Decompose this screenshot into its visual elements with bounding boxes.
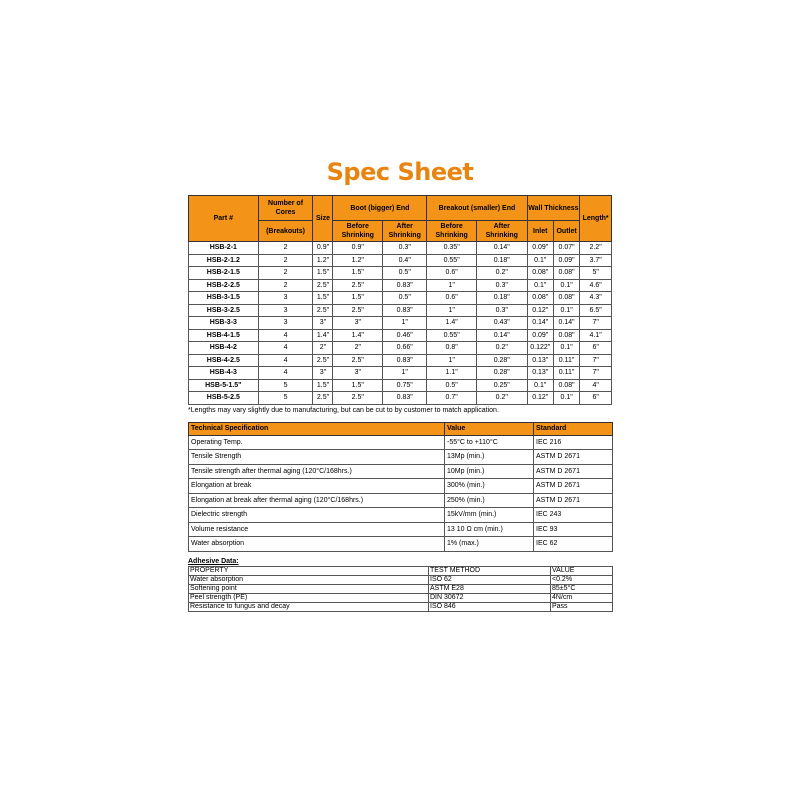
- table-cell: HSB-2-2.5: [189, 279, 259, 292]
- table-cell: 0.14": [476, 329, 527, 342]
- table-cell: IEC 216: [534, 435, 613, 450]
- table-cell: 1.5": [313, 292, 333, 305]
- table-cell: 4.3": [580, 292, 612, 305]
- table-cell: 2.5": [333, 392, 383, 405]
- table-cell: 1.2": [313, 254, 333, 267]
- table-row: [189, 317, 612, 330]
- table-cell: 5": [580, 267, 612, 280]
- table-cell: IEC 243: [534, 508, 613, 523]
- table-cell: 0.5": [427, 379, 477, 392]
- header-length: Length*: [580, 196, 612, 242]
- table-cell: 0.14": [553, 317, 579, 330]
- table-row: [189, 479, 613, 494]
- table-cell: 0.122": [527, 342, 553, 355]
- table-cell: 4.1": [580, 329, 612, 342]
- table-cell: 0.1": [527, 379, 553, 392]
- table-cell: 0.08": [553, 329, 579, 342]
- table-row: [189, 464, 613, 479]
- table-cell: 1.4": [427, 317, 477, 330]
- header-boot-before: Before Shrinking: [333, 221, 383, 242]
- table-cell: 0.18": [476, 254, 527, 267]
- table-cell: Elongation at break: [189, 479, 445, 494]
- table-cell: HSB-3-3: [189, 317, 259, 330]
- table-cell: 0.5": [383, 292, 427, 305]
- table-cell: 0.66": [383, 342, 427, 355]
- table-cell: 2: [258, 267, 313, 280]
- table-cell: 2: [258, 242, 313, 255]
- table-cell: 2.5": [313, 279, 333, 292]
- table-cell: 1": [427, 304, 477, 317]
- table-row: [189, 279, 612, 292]
- table-cell: 0.13": [527, 354, 553, 367]
- table-cell: 6": [580, 392, 612, 405]
- table-cell: Tensile strength after thermal aging (120°C/168hrs.): [189, 464, 445, 479]
- table-cell: 4N/cm: [551, 593, 613, 602]
- table-cell: 2.5": [333, 279, 383, 292]
- table-cell: ASTM D 2671: [534, 479, 613, 494]
- table-cell: 7": [580, 367, 612, 380]
- spec-table: [188, 195, 612, 405]
- table-cell: 0.09": [527, 329, 553, 342]
- table-cell: 4: [258, 342, 313, 355]
- table-cell: 0.07": [553, 242, 579, 255]
- table-cell: 1.5": [313, 267, 333, 280]
- table-row: [189, 435, 613, 450]
- table-cell: HSB-4-2: [189, 342, 259, 355]
- table-cell: Dielectric strength: [189, 508, 445, 523]
- adhesive-table: [188, 566, 613, 612]
- table-cell: 0.46": [383, 329, 427, 342]
- table-cell: 1.2": [333, 254, 383, 267]
- table-row: [189, 392, 612, 405]
- table-cell: 0.11": [553, 367, 579, 380]
- table-cell: 1": [427, 279, 477, 292]
- table-cell: 0.14": [476, 242, 527, 255]
- header-breakout-after: After Shrinking: [476, 221, 527, 242]
- table-cell: 4": [580, 379, 612, 392]
- table-cell: 0.08": [553, 292, 579, 305]
- table-cell: 0.1": [553, 304, 579, 317]
- table-cell: PROPERTY: [189, 566, 429, 575]
- header-boot-after: After Shrinking: [383, 221, 427, 242]
- table-cell: 0.83": [383, 304, 427, 317]
- table-cell: 0.1": [527, 254, 553, 267]
- table-cell: 0.12": [527, 392, 553, 405]
- table-cell: 0.3": [476, 304, 527, 317]
- table-cell: TEST METHOD: [429, 566, 551, 575]
- table-cell: 3": [333, 317, 383, 330]
- length-note: *Lengths may vary slightly due to manufacturing, but can be cut to by customer to match application.: [188, 406, 499, 414]
- table-cell: HSB-5-2.5: [189, 392, 259, 405]
- table-row: [189, 575, 613, 584]
- table-row: [189, 292, 612, 305]
- table-cell: 1": [383, 367, 427, 380]
- table-cell: 85±5°C: [551, 584, 613, 593]
- table-cell: ASTM D 2671: [534, 493, 613, 508]
- table-cell: Elongation at break after thermal aging (120°C/168hrs.): [189, 493, 445, 508]
- table-cell: 0.1": [553, 392, 579, 405]
- table-cell: 3: [258, 317, 313, 330]
- spec-sheet: [188, 150, 612, 612]
- table-cell: 0.2": [476, 267, 527, 280]
- table-cell: 0.08": [553, 379, 579, 392]
- table-cell: Pass: [551, 602, 613, 611]
- table-cell: ASTM E28: [429, 584, 551, 593]
- table-cell: 0.2": [476, 342, 527, 355]
- table-cell: 0.09": [527, 242, 553, 255]
- table-cell: HSB-3-2.5: [189, 304, 259, 317]
- table-cell: Operating Temp.: [189, 435, 445, 450]
- table-row: [189, 566, 613, 575]
- table-cell: 3.7": [580, 254, 612, 267]
- header-inlet: Inlet: [527, 221, 553, 242]
- table-row: [189, 493, 613, 508]
- table-cell: Tensile Strength: [189, 450, 445, 465]
- table-cell: 0.83": [383, 279, 427, 292]
- header-outlet: Outlet: [553, 221, 579, 242]
- table-cell: ISO 62: [429, 575, 551, 584]
- adhesive-title: Adhesive Data:: [188, 557, 239, 565]
- table-cell: 0.1": [553, 279, 579, 292]
- table-cell: 0.6": [427, 267, 477, 280]
- table-cell: 0.8": [427, 342, 477, 355]
- table-cell: 2.5": [333, 304, 383, 317]
- table-cell: 13Mp (min.): [445, 450, 534, 465]
- table-row: [189, 367, 612, 380]
- table-cell: 1": [427, 354, 477, 367]
- table-cell: 0.43": [476, 317, 527, 330]
- table-row: [189, 537, 613, 552]
- table-cell: HSB-4-3: [189, 367, 259, 380]
- header-wall: Wall Thickness: [527, 196, 580, 221]
- table-cell: 1% (max.): [445, 537, 534, 552]
- table-cell: 4.6": [580, 279, 612, 292]
- table-cell: 0.35": [427, 242, 477, 255]
- table-cell: 6": [580, 342, 612, 355]
- table-cell: 0.28": [476, 354, 527, 367]
- table-cell: 300% (min.): [445, 479, 534, 494]
- table-cell: HSB-4-2.5: [189, 354, 259, 367]
- tech-header-spec: Technical Specification: [189, 422, 445, 435]
- table-row: [189, 379, 612, 392]
- table-cell: <0.2%: [551, 575, 613, 584]
- header-breakout: Breakout (smaller) End: [427, 196, 527, 221]
- table-cell: 250% (min.): [445, 493, 534, 508]
- table-cell: 4: [258, 329, 313, 342]
- table-cell: 2.5": [333, 354, 383, 367]
- table-cell: 0.08": [527, 292, 553, 305]
- table-cell: 5: [258, 392, 313, 405]
- table-cell: 10Mp (min.): [445, 464, 534, 479]
- table-cell: 0.08": [553, 267, 579, 280]
- table-cell: 0.83": [383, 392, 427, 405]
- table-cell: 0.14": [527, 317, 553, 330]
- table-cell: 0.28": [476, 367, 527, 380]
- table-cell: Volume resistance: [189, 522, 445, 537]
- table-cell: 0.3": [383, 242, 427, 255]
- table-row: [189, 602, 613, 611]
- table-row: [189, 593, 613, 602]
- table-cell: 15kV/mm (min.): [445, 508, 534, 523]
- table-cell: 3": [313, 367, 333, 380]
- table-cell: 1.5": [333, 379, 383, 392]
- table-cell: 0.6": [427, 292, 477, 305]
- table-cell: 1.5": [333, 267, 383, 280]
- table-cell: 0.25": [476, 379, 527, 392]
- table-cell: 1.1": [427, 367, 477, 380]
- table-row: [189, 450, 613, 465]
- table-cell: 0.9": [333, 242, 383, 255]
- table-row: [189, 508, 613, 523]
- table-cell: 0.13": [527, 367, 553, 380]
- table-cell: 1.4": [313, 329, 333, 342]
- table-cell: IEC 62: [534, 537, 613, 552]
- table-cell: HSB-2-1: [189, 242, 259, 255]
- table-cell: 13 10 Ω cm (min.): [445, 522, 534, 537]
- table-row: [189, 304, 612, 317]
- table-cell: 0.1": [527, 279, 553, 292]
- table-cell: Peel strength (PE): [189, 593, 429, 602]
- header-boot: Boot (bigger) End: [333, 196, 427, 221]
- table-row: [189, 522, 613, 537]
- table-cell: Water absorption: [189, 537, 445, 552]
- table-cell: -55°C to +110°C: [445, 435, 534, 450]
- table-cell: 0.4": [383, 254, 427, 267]
- page-title: Spec Sheet: [326, 158, 474, 186]
- table-cell: ASTM D 2671: [534, 464, 613, 479]
- table-row: [189, 342, 612, 355]
- table-cell: 3": [313, 317, 333, 330]
- table-cell: 0.1": [553, 342, 579, 355]
- table-cell: 0.5": [383, 267, 427, 280]
- table-cell: 0.08": [527, 267, 553, 280]
- table-cell: 2: [258, 254, 313, 267]
- table-cell: ASTM D 2671: [534, 450, 613, 465]
- header-cores: Number of Cores: [258, 196, 313, 221]
- table-cell: 6.5": [580, 304, 612, 317]
- table-cell: 0.75": [383, 379, 427, 392]
- table-cell: 0.18": [476, 292, 527, 305]
- table-cell: 2.5": [313, 354, 333, 367]
- table-cell: 2": [333, 342, 383, 355]
- table-row: [189, 354, 612, 367]
- table-cell: HSB-4-1.5: [189, 329, 259, 342]
- table-row: [189, 242, 612, 255]
- table-cell: 4: [258, 367, 313, 380]
- header-size: Size: [313, 196, 333, 242]
- table-cell: 0.55": [427, 254, 477, 267]
- table-cell: 0.83": [383, 354, 427, 367]
- table-cell: 0.09": [553, 254, 579, 267]
- table-cell: 0.2": [476, 392, 527, 405]
- table-cell: HSB-5-1.5": [189, 379, 259, 392]
- table-cell: HSB-3-1.5: [189, 292, 259, 305]
- tech-header-standard: Standard: [534, 422, 613, 435]
- table-cell: 4: [258, 354, 313, 367]
- table-cell: 3": [333, 367, 383, 380]
- table-cell: 3: [258, 304, 313, 317]
- table-cell: 2: [258, 279, 313, 292]
- table-cell: IEC 93: [534, 522, 613, 537]
- table-cell: 7": [580, 317, 612, 330]
- table-cell: Softening point: [189, 584, 429, 593]
- table-cell: HSB-2-1.2: [189, 254, 259, 267]
- table-row: [189, 267, 612, 280]
- table-cell: DIN 30672: [429, 593, 551, 602]
- table-cell: Resistance to fungus and decay: [189, 602, 429, 611]
- table-cell: 5: [258, 379, 313, 392]
- table-cell: HSB-2-1.5: [189, 267, 259, 280]
- table-cell: ISO 846: [429, 602, 551, 611]
- table-cell: 3: [258, 292, 313, 305]
- header-breakout-before: Before Shrinking: [427, 221, 477, 242]
- table-cell: 1.4": [333, 329, 383, 342]
- table-cell: 0.3": [476, 279, 527, 292]
- table-cell: Water absorption: [189, 575, 429, 584]
- table-row: [189, 584, 613, 593]
- table-cell: 2.5": [313, 304, 333, 317]
- table-cell: 2": [313, 342, 333, 355]
- table-cell: 0.9": [313, 242, 333, 255]
- tech-header-value: Value: [445, 422, 534, 435]
- table-cell: 0.7": [427, 392, 477, 405]
- table-row: [189, 254, 612, 267]
- table-cell: VALUE: [551, 566, 613, 575]
- table-cell: 0.55": [427, 329, 477, 342]
- header-breakouts: (Breakouts): [258, 221, 313, 242]
- table-cell: 1.5": [333, 292, 383, 305]
- technical-spec-table: [188, 422, 613, 552]
- table-cell: 1": [383, 317, 427, 330]
- table-cell: 7": [580, 354, 612, 367]
- table-cell: 0.12": [527, 304, 553, 317]
- table-cell: 1.5": [313, 379, 333, 392]
- table-cell: 2.5": [313, 392, 333, 405]
- header-part: Part #: [189, 196, 259, 242]
- table-cell: 0.11": [553, 354, 579, 367]
- table-row: [189, 329, 612, 342]
- table-cell: 2.2": [580, 242, 612, 255]
